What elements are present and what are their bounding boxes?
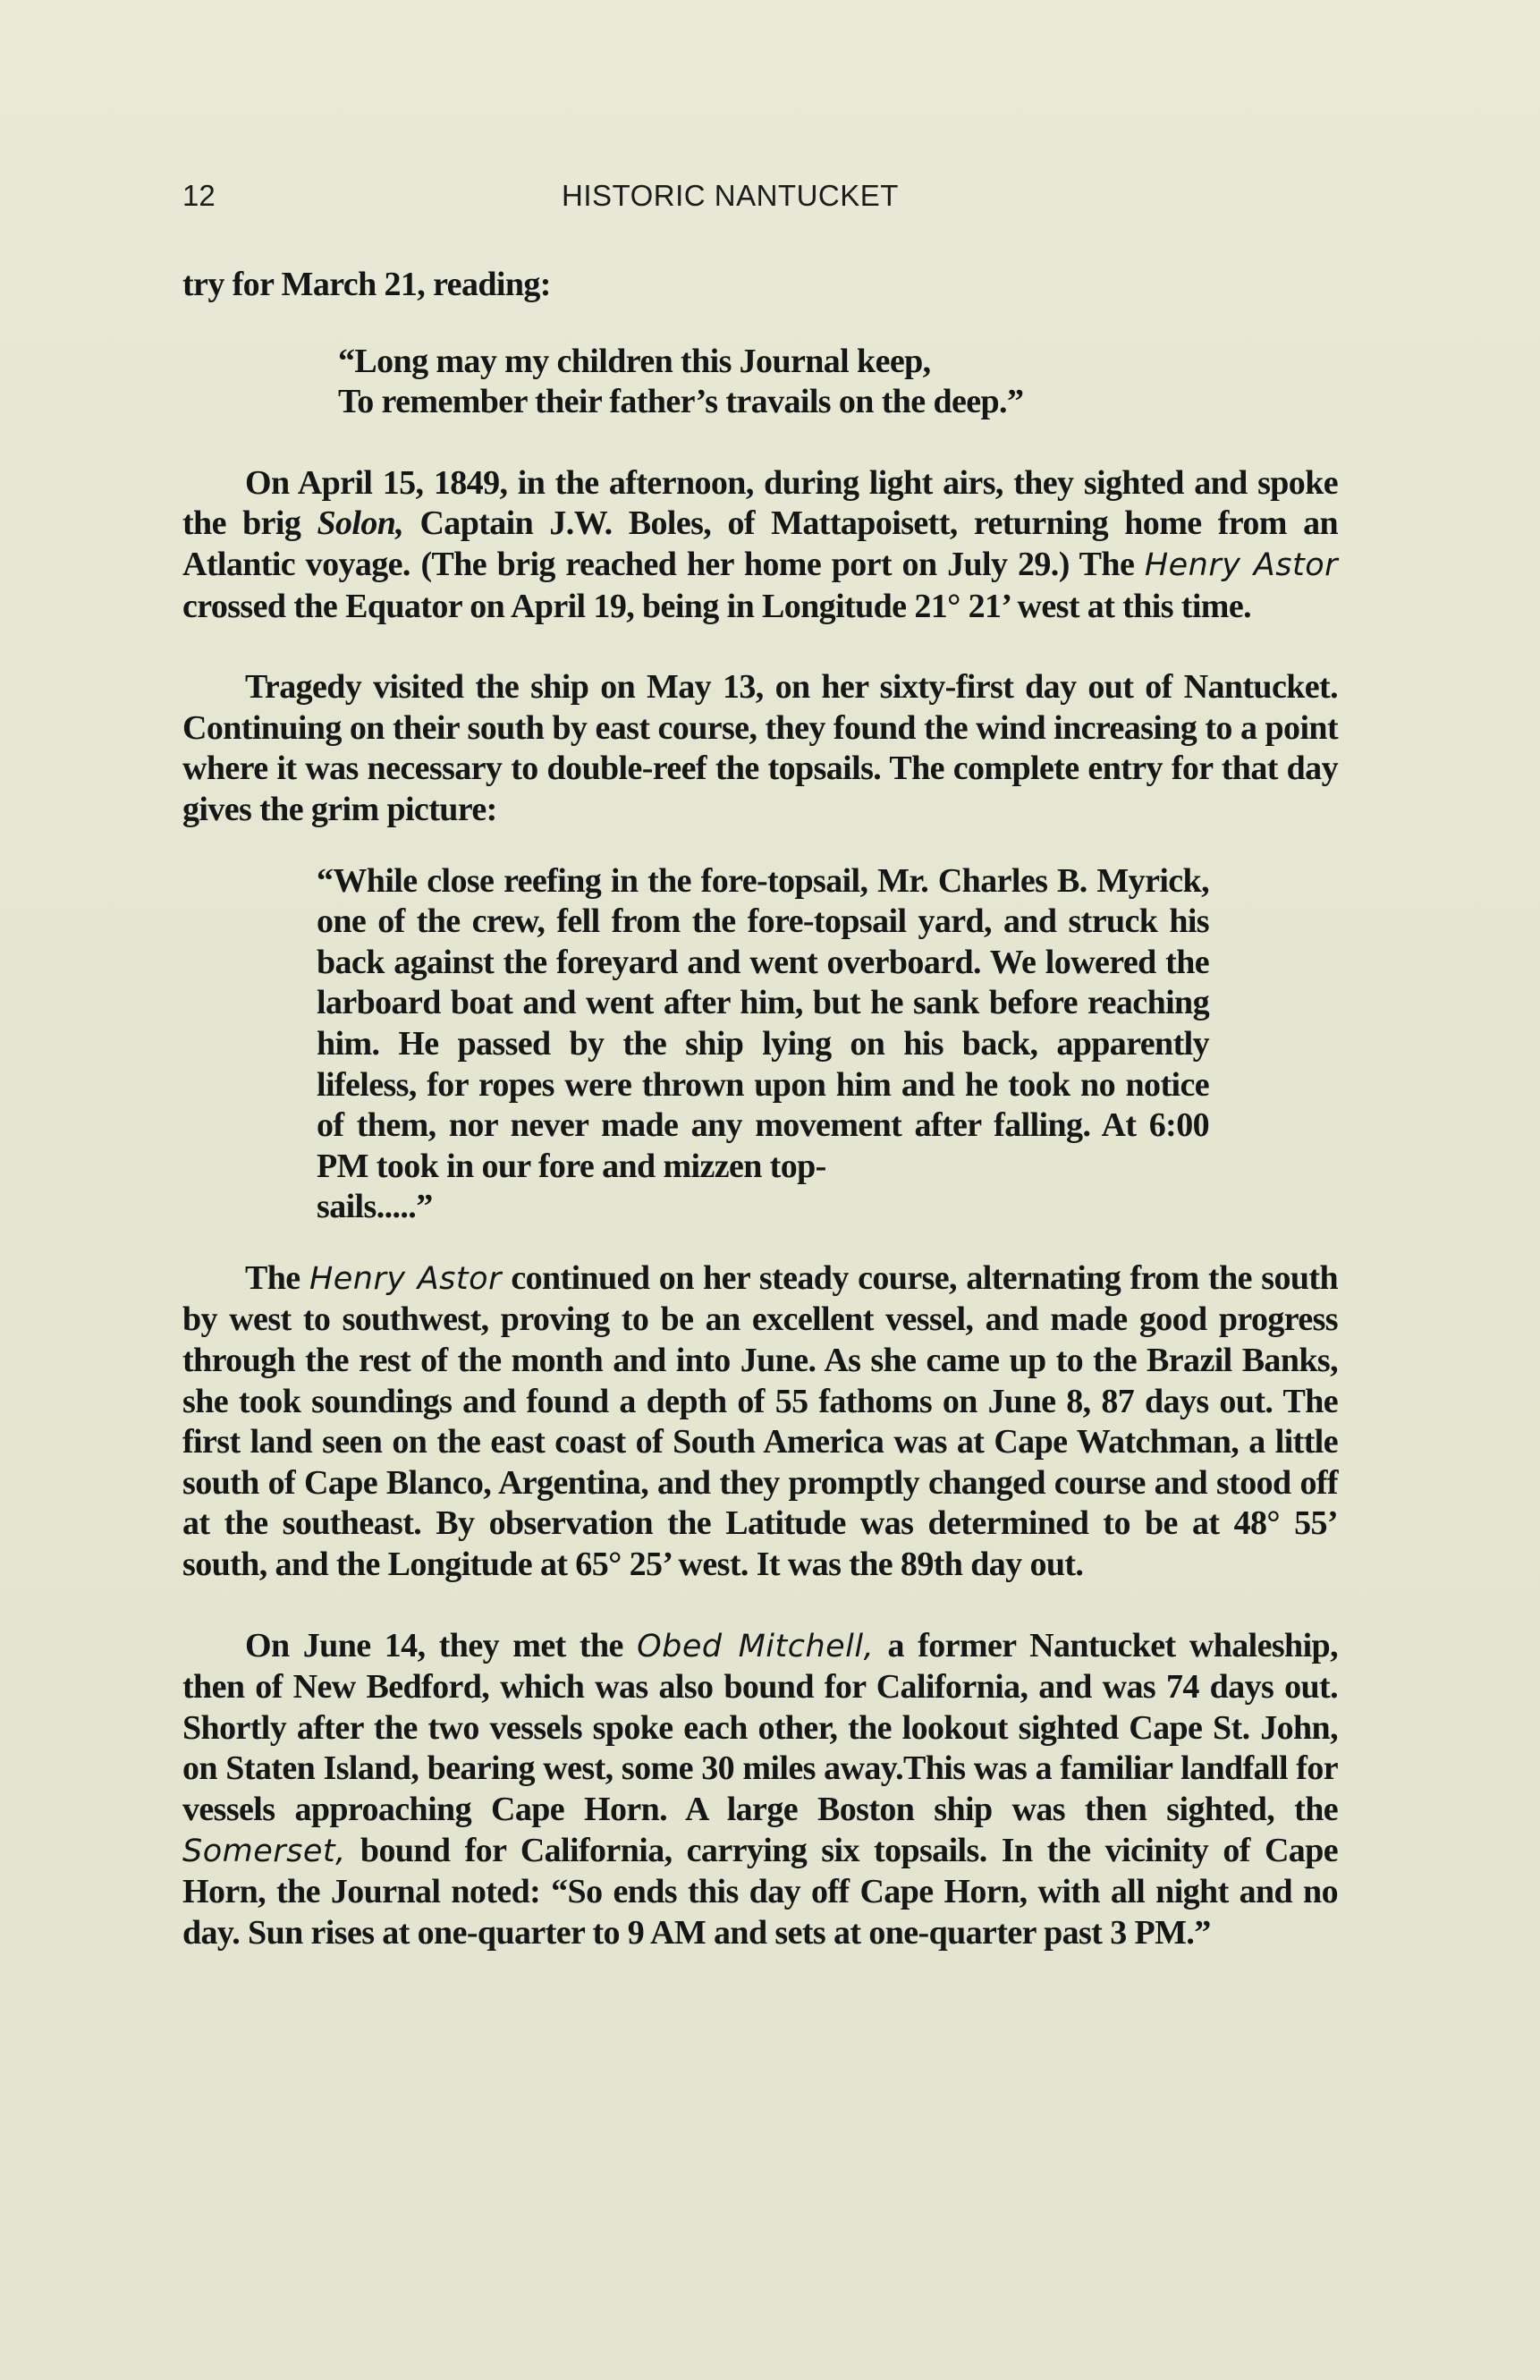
p3-text-a: The: [245, 1258, 309, 1297]
page-number: 12: [182, 179, 216, 212]
running-head: [182, 179, 1345, 224]
intro-line: try for March 21, reading:: [182, 266, 551, 303]
p4-text-c: bound for California, carrying six topsails. In the vicinity of Cape Horn, the Journal noted: “So ends this day off Cape Horn, with all night and no day. Sun rises at one-quarter to 9 AM and sets at one-quarter past 3 PM.”: [182, 1831, 1338, 1952]
p1-text-c: crossed the Equator on April 19, being in Longitude 21° 21’ west at this time.: [182, 587, 1252, 625]
paragraph-3: [182, 1258, 1338, 1586]
paragraph-1: [182, 463, 1338, 627]
ship-name-henry-astor: Henry Astor: [1144, 546, 1338, 583]
p1-text-b: Captain J.W. Boles, of Mattapoisett, returning home from an Atlantic voyage. (The brig reached her home port on July 29.) The: [182, 504, 1338, 583]
verse-quote: [182, 342, 1338, 423]
ship-name-obed-mitchell: Obed Mitchell,: [637, 1628, 875, 1664]
paragraph-4: [182, 1626, 1338, 1954]
journal-quote: [182, 861, 1209, 1228]
running-title: HISTORIC NANTUCKET: [562, 179, 899, 212]
p1-text-a: On April 15, 1849, in the afternoon, during light airs, they sighted and spoke the brig: [182, 463, 1338, 543]
ship-name-henry-astor-2: Henry Astor: [309, 1260, 502, 1297]
verse-line-2: To remember their father’s travails on the deep.”: [338, 383, 1024, 421]
paragraph-2: Tragedy visited the ship on May 13, on her sixty-first day out of Nantucket. Continuing on their south by east course, they found the wind increasing to a point where it was necessary to double-reef the topsails. The complete entry for that day gives the grim picture:: [182, 668, 1338, 828]
ship-name-somerset: Somerset,: [182, 1833, 346, 1869]
ship-name-solon: Solon,: [317, 504, 404, 543]
body-text: [182, 265, 1338, 1953]
journal-quote-end: sails.....”: [317, 1188, 433, 1226]
p4-text-b: a former Nantucket whaleship, then of New Bedford, which was also bound for California, and was 74 days out. Shortly after the two vessels spoke each other, the lookout sighted Cape St. John, on Staten Island, bearing west, some 30 miles away.This was a familiar landfall for vessels approaching Cape Horn. A large Boston ship was then sighted, the: [182, 1626, 1338, 1828]
verse-line-1: “Long may my children this Journal keep,: [338, 342, 931, 380]
p3-text-b: continued on her steady course, alternating from the south by west to southwest, proving to be an excellent vessel, and made good progress through the rest of the month and into June. As she came up to the Brazil Banks, she took soundings and found a depth of 55 fathoms on June 8, 87 days out. The first land seen on the east coast of South America was at Cape Watchman, a little south of Cape Blanco, Argentina, and they promptly changed course and stood off at the southeast. By observation the Latitude was determined to be at 48° 55’ south, and the Longitude at 65° 25’ west. It was the 89th day out.: [182, 1258, 1339, 1584]
journal-quote-text: “While close reefing in the fore-topsail, Mr. Charles B. Myrick, one of the crew, fell from the fore-topsail yard, and struck his back against the foreyard and went overboard. We lowered the larboard boat and went after him, but he sank before reaching him. He passed by the ship lying on his back, apparently lifeless, for ropes were thrown upon him and he took no notice of them, nor never made any movement after falling. At 6:00 PM took in our fore and mizzen top-: [317, 861, 1209, 1185]
p4-text-a: On June 14, they met the: [245, 1626, 638, 1664]
